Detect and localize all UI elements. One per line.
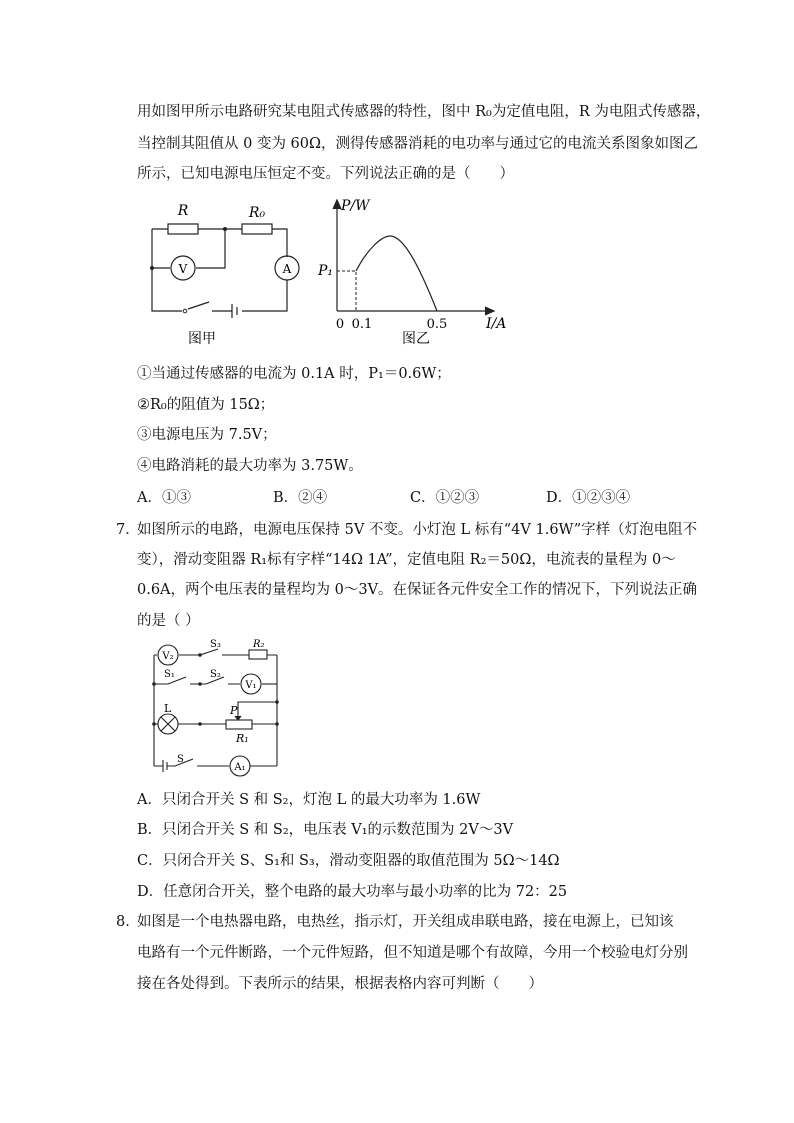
q6-statement-2: ②R₀的阻值为 15Ω； <box>137 397 275 413</box>
q7-option-d[interactable]: D．任意闭合开关，整个电路的最大功率与最小功率的比为 72：25 <box>137 884 568 900</box>
q6-fig-b-caption: 图乙 <box>402 331 430 347</box>
ammeter-a1-symbol: A₁ <box>234 762 246 773</box>
q7-option-b[interactable]: B．只闭合开关 S 和 S₂，电压表 V₁的示数范围为 2V～3V <box>137 822 514 838</box>
q7-stem-line-2: 变），滑动变阻器 R₁标有字样“14Ω 1A”，定值电阻 R₂＝50Ω，电流表的量程为 0～ <box>137 552 676 568</box>
voltmeter-v1-symbol: V₁ <box>245 680 257 691</box>
q6-figure-b-graph <box>310 192 520 358</box>
q6-fig-a-caption: 图甲 <box>188 331 216 347</box>
q6-fig-a-label-R0: R₀ <box>248 205 266 221</box>
q6-figure-a-circuit <box>140 196 310 356</box>
voltmeter-v2-symbol: V₂ <box>162 651 174 662</box>
voltmeter-symbol: V <box>178 262 188 276</box>
q6-statement-4: ④电路消耗的最大功率为 3.75W。 <box>137 458 363 474</box>
q6-option-b[interactable]: B．②④ <box>273 490 328 506</box>
q7-option-c[interactable]: C．只闭合开关 S、S₁和 S₃，滑动变阻器的取值范围为 5Ω～14Ω <box>137 853 560 869</box>
q6-fig-a-label-R: R <box>177 203 189 219</box>
ammeter-symbol: A <box>282 262 292 276</box>
q6-option-a[interactable]: A．①③ <box>137 490 191 506</box>
q7-stem-line-1: 如图所示的电路，电源电压保持 5V 不变。小灯泡 L 标有“4V 1.6W”字样（灯泡电阻不 <box>137 522 698 538</box>
q6-option-c[interactable]: C．①②③ <box>410 490 480 506</box>
q6-fig-b-origin: 0 <box>335 317 345 332</box>
slider-p-label: P <box>230 704 238 717</box>
q7-stem-line-3: 0.6A，两个电压表的量程均为 0～3V。在保证各元件安全工作的情况下，下列说法正确 <box>137 582 698 598</box>
q8-stem-line-3: 接在各处得到。下表所示的结果，根据表格内容可判断（ ） <box>137 976 543 992</box>
switch-s3-label: S₃ <box>210 639 221 650</box>
q8-stem-line-2: 电路有一个元件断路，一个元件短路，但不知道是哪个有故障，今用一个校验电灯分别 <box>137 945 688 961</box>
q7-stem-line-4: 的是（ ） <box>137 613 200 629</box>
switch-s2-label: S₂ <box>210 669 221 680</box>
q8-number: 8． <box>116 914 140 930</box>
q6-fig-b-tick-0.5: 0.5 <box>426 317 448 332</box>
q6-fig-b-ylabel: P/W <box>341 198 370 214</box>
q6-fig-b-xlabel: I/A <box>486 316 507 332</box>
q6-stem-line-1: 用如图甲所示电路研究某电阻式传感器的特性，图中 R₀为定值电阻，R 为电阻式传感器， <box>137 104 711 120</box>
q6-fig-b-p1: P₁ <box>318 263 334 279</box>
q6-option-d[interactable]: D．①②③④ <box>546 490 631 506</box>
switch-s1-label: S₁ <box>164 669 175 680</box>
q6-stem-line-2: 当控制其阻值从 0 变为 60Ω，测得传感器消耗的电功率与通过它的电流关系图象如图乙 <box>137 136 699 152</box>
resistor-r2-label: R₂ <box>253 639 265 650</box>
q8-stem-line-1: 如图是一个电热器电路，电热丝，指示灯，开关组成串联电路，接在电源上，已知该 <box>137 914 674 930</box>
q6-statement-3: ③电源电压为 7.5V； <box>137 427 277 443</box>
switch-s-label: S <box>177 754 184 765</box>
q7-figure-circuit <box>148 636 286 778</box>
q6-fig-b-tick-0.1: 0.1 <box>351 317 373 332</box>
lamp-l-label: L <box>164 702 172 715</box>
q6-stem-line-3: 所示，已知电源电压恒定不变。下列说法正确的是（ ） <box>137 166 514 182</box>
q7-option-a[interactable]: A．只闭合开关 S 和 S₂，灯泡 L 的最大功率为 1.6W <box>137 792 481 808</box>
rheostat-r1-label: R₁ <box>236 732 249 745</box>
q7-number: 7． <box>116 522 140 538</box>
q6-statement-1: ①当通过传感器的电流为 0.1A 时，P₁＝0.6W； <box>137 366 451 382</box>
